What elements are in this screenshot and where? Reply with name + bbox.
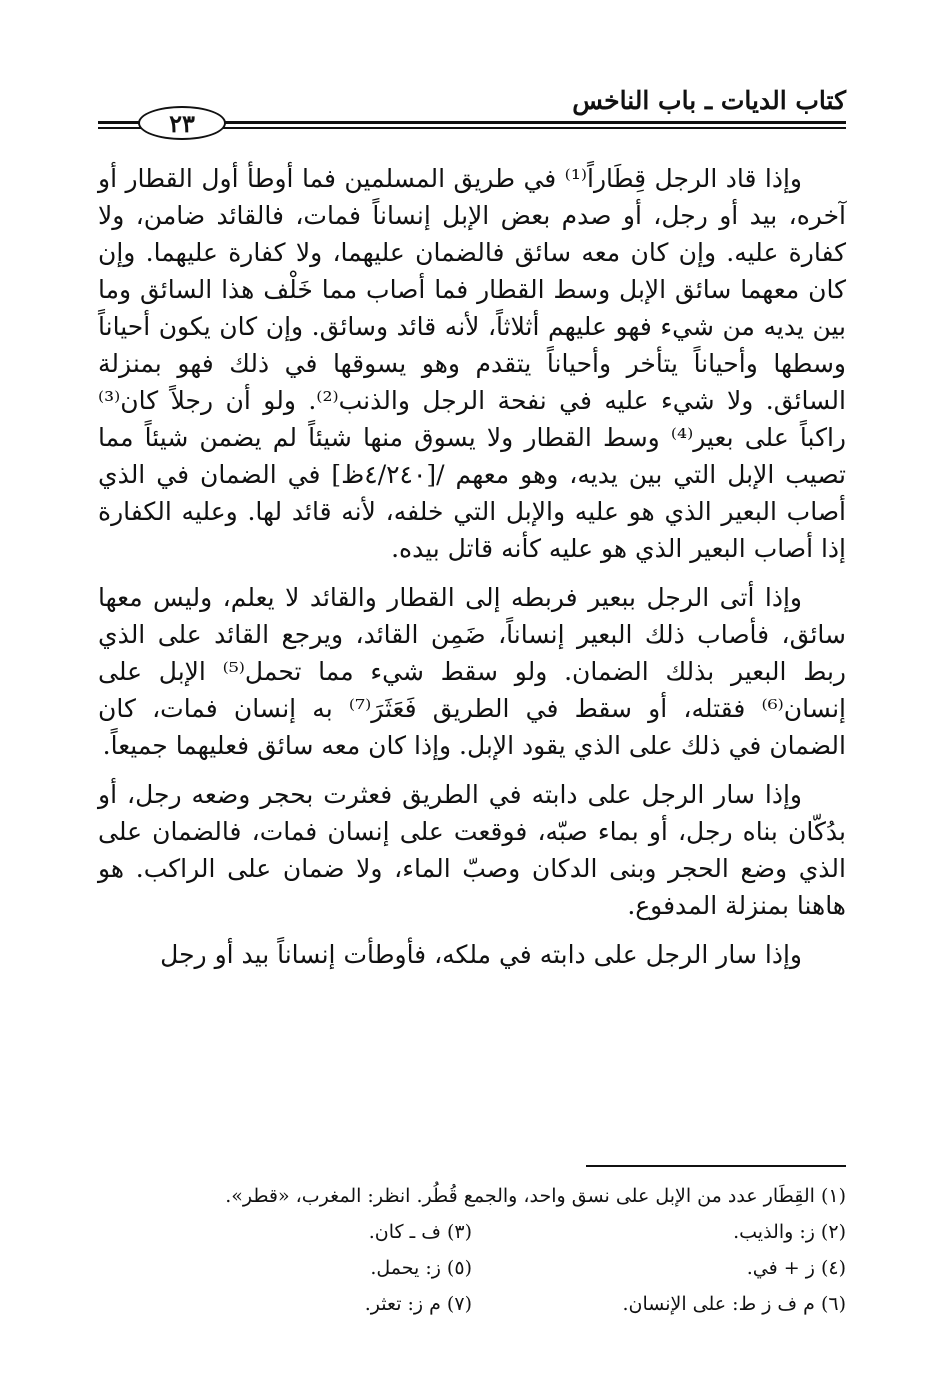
paragraph-3: وإذا سار الرجل على دابته في الطريق فعثرت بحجر وضعه رجل، أو بدُكّان بناه رجل، أو بماء صبّه، فوقعت على إنسان فمات، فالضمان على الذي وضع الحجر وبنى الدكان وصبّ الماء، ولا ضمان على الراكب. هو هاهنا بمنزلة المدفوع. <box>98 780 846 920</box>
footnotes <box>98 1178 846 1322</box>
paragraph-1: وإذا قاد الرجل قِطَاراً⁽¹⁾ في طريق المسلمين فما أوطأ أول القطار أو آخره، بيد أو رجل، أو صدم بعض الإبل إنساناً فمات، فالقائد ضامن، ولا كفارة عليه. وإن كان معه سائق فالضمان عليهما، ولا كفارة عليهما. وإن كان معهما سائق الإبل وسط القطار فما أصاب مما خَلْف هذا السائق وما بين يديه من شيء فهو عليهم أثلاثاً، لأنه قائد وسائق. وإن كان يكون أحياناً وسطها وأحياناً يتأخر وأحياناً يتقدم وهو يسوقها في ذلك فهو بمنزلة السائق. ولا شيء عليه في نفحة الرجل والذنب⁽²⁾. ولو أن رجلاً كان⁽³⁾ راكباً على بعير⁽⁴⁾ وسط القطار ولا يسوق منها شيئاً لم يضمن شيئاً مما تصيب الإبل التي بين يديه، وهو معهم /[٤/٢٤٠ظ] في الضمان في الذي أصاب البعير الذي هو عليه والإبل التي خلفه، لأنه قائد لها. وعليه الكفارة إذا أصاب البعير الذي هو عليه كأنه قاتل بيده. <box>98 164 846 563</box>
footnote-1: (١) القِطَار عدد من الإبل على نسق واحد، والجمع قُطُر. انظر: المغرب، «قطر». <box>225 1185 846 1207</box>
running-header-title: كتاب الديات ـ باب الناخس <box>572 86 846 115</box>
footnote-6: (٦) م ف ز ط: على الإنسان. <box>622 1293 846 1315</box>
footnote-7: (٧) م ز: تعثر. <box>364 1293 472 1315</box>
main-text <box>98 160 846 985</box>
footnote-5: (٥) ز: يحمل. <box>370 1257 472 1279</box>
footnote-4: (٤) ز + في. <box>746 1257 846 1279</box>
footnote-3: (٣) ف ـ كان. <box>368 1221 472 1243</box>
footnote-row <box>98 1214 846 1250</box>
footnote-row <box>98 1250 846 1286</box>
paragraph-2: وإذا أتى الرجل ببعير فربطه إلى القطار والقائد لا يعلم، وليس معها سائق، فأصاب ذلك البعير إنساناً، ضَمِن القائد، ويرجع القائد على الذي ربط البعير بذلك الضمان. ولو سقط شيء مما تحمل⁽⁵⁾ الإبل على إنسان⁽⁶⁾ فقتله، أو سقط في الطريق فَعَثَرَ⁽⁷⁾ به إنسان فمات، كان الضمان في ذلك على الذي يقود الإبل. وإذا كان معه سائق فعليهما جميعاً. <box>98 583 846 760</box>
page-number-badge <box>138 106 226 140</box>
paragraph-4: وإذا سار الرجل على دابته في ملكه، فأوطأت إنساناً بيد أو رجل <box>160 940 802 969</box>
footnote-row <box>98 1178 846 1214</box>
footnote-separator <box>586 1165 846 1167</box>
footnote-2: (٢) ز: والذيب. <box>733 1221 846 1243</box>
page-number: ٢٣ <box>169 108 195 138</box>
footnote-row <box>98 1286 846 1322</box>
